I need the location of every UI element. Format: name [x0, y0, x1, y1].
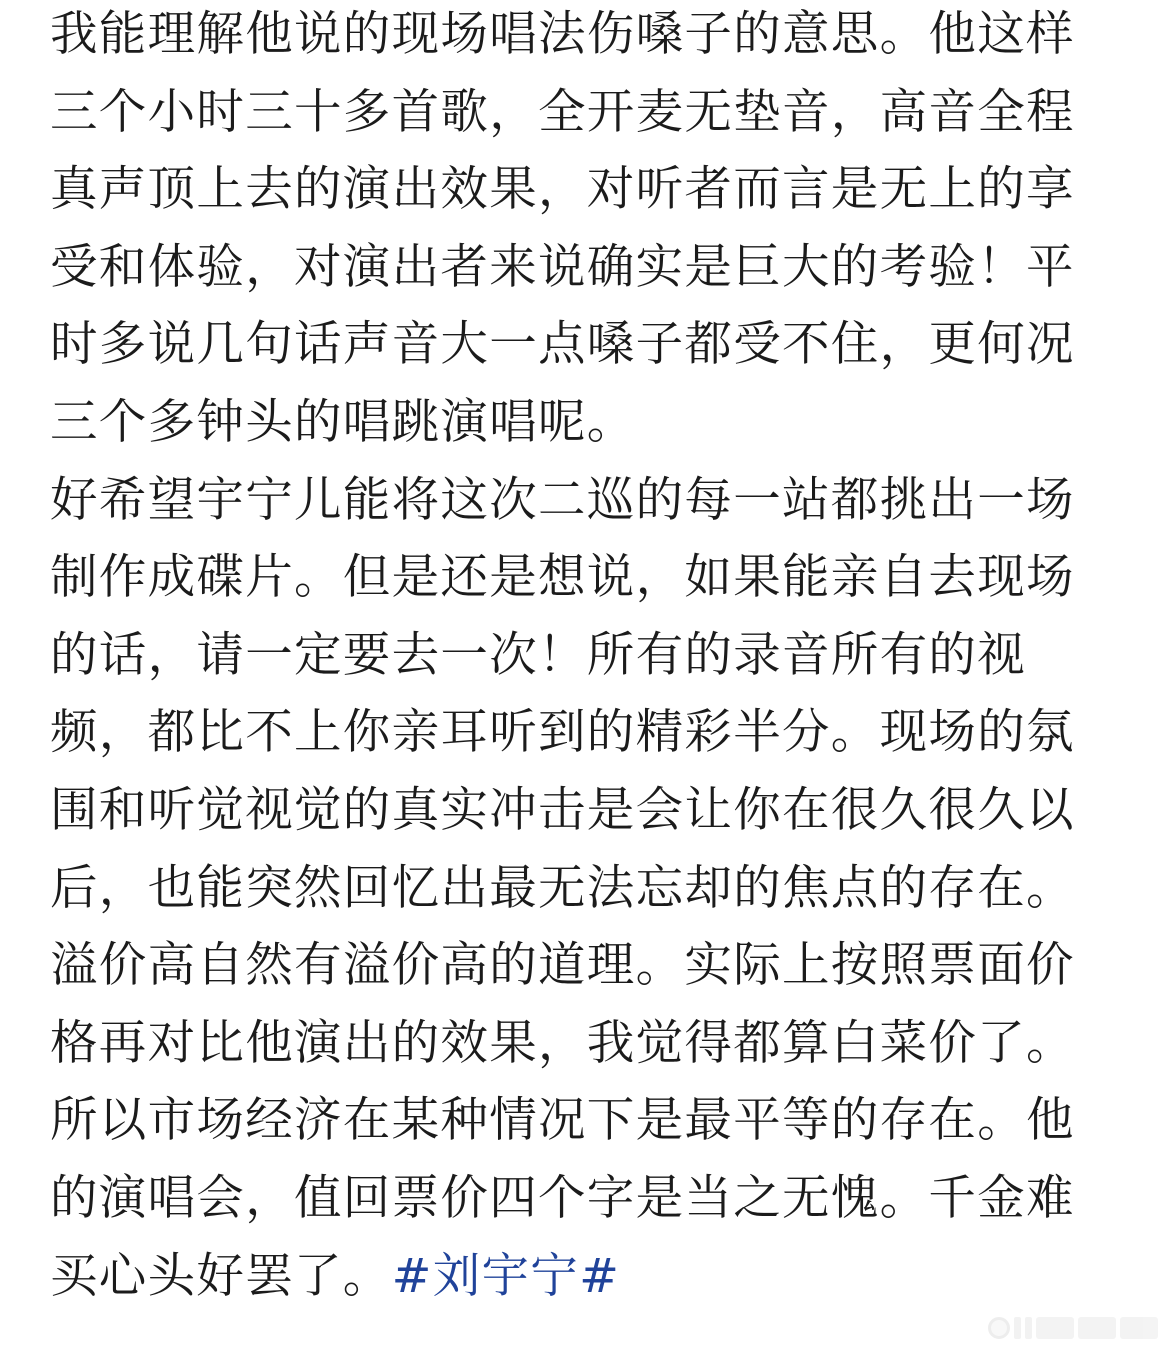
watermark-block: [1078, 1317, 1116, 1339]
post-line-12: 后，也能突然回忆出最无法忘却的焦点的存在。: [50, 860, 1075, 916]
post-line-8: 制作成碟片。但是还是想说，如果能亲自去现场: [50, 550, 1075, 606]
post-line-6: 三个多钟头的唱跳演唱呢。: [50, 394, 636, 450]
post-line-15: 所以市场经济在某种情况下是最平等的存在。他: [50, 1093, 1075, 1149]
post-line-17-text: 买心头好罢了。: [50, 1248, 392, 1304]
post-line-2: 三个小时三十多首歌，全开麦无垫音，高音全程: [50, 84, 1075, 140]
post-line-17: [50, 1238, 1130, 1316]
post-line-11: 围和听觉视觉的真实冲击是会让你在很久很久以: [50, 782, 1075, 838]
watermark-eye-icon: [988, 1317, 1010, 1339]
post-line-3: 真声顶上去的演出效果，对听者而言是无上的享: [50, 162, 1075, 218]
watermark-bar: [1014, 1317, 1021, 1339]
post-body: [50, 0, 1130, 1315]
watermark-logo: [938, 1311, 1158, 1345]
post-line-7: 好希望宇宁儿能将这次二巡的每一站都挑出一场: [50, 472, 1075, 528]
post-line-13: 溢价高自然有溢价高的道理。实际上按照票面价: [50, 938, 1075, 994]
post-line-1: 我能理解他说的现场唱法伤嗓子的意思。他这样: [50, 7, 1075, 62]
post-line-9: 的话，请一定要去一次！所有的录音所有的视: [50, 627, 1026, 683]
watermark-bar: [1025, 1317, 1032, 1339]
hashtag-link[interactable]: #刘宇宁#: [391, 1248, 621, 1304]
post-line-14: 格再对比他演出的效果，我觉得都算白菜价了。: [50, 1015, 1075, 1071]
post-line-16: 的演唱会，值回票价四个字是当之无愧。千金难: [50, 1170, 1075, 1226]
post-line-10: 频，都比不上你亲耳听到的精彩半分。现场的氛: [50, 705, 1075, 761]
post-line-4: 受和体验，对演出者来说确实是巨大的考验！平: [50, 239, 1075, 295]
watermark-block: [1036, 1317, 1074, 1339]
watermark-block: [1120, 1317, 1158, 1339]
post-line-5: 时多说几句话声音大一点嗓子都受不住，更何况: [50, 317, 1075, 373]
